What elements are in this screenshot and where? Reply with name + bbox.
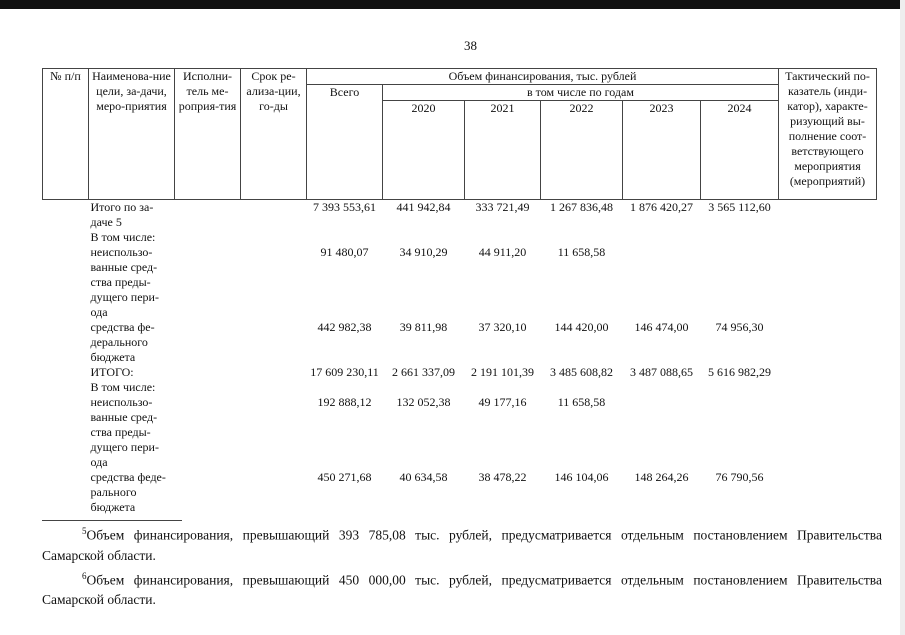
row-2021 xyxy=(465,230,541,245)
row-2021 xyxy=(465,380,541,395)
row-2020 xyxy=(383,230,465,245)
row-executor-cell xyxy=(175,470,241,515)
row-num-cell xyxy=(43,200,89,231)
row-indicator-cell xyxy=(779,320,877,365)
row-label: В том числе: xyxy=(90,380,156,394)
header-year-2020: 2020 xyxy=(383,101,465,200)
row-label: ИТОГО: xyxy=(90,365,134,379)
row-label: средства феде-рального бюджета xyxy=(90,470,166,514)
row-2023 xyxy=(623,230,701,245)
row-term-cell xyxy=(241,470,307,515)
row-indicator-cell xyxy=(779,365,877,380)
row-num-cell xyxy=(43,320,89,365)
row-indicator-cell xyxy=(779,380,877,395)
row-2022: 1 267 836,48 xyxy=(550,200,613,214)
row-2021: 333 721,49 xyxy=(475,200,530,214)
row-executor-cell xyxy=(175,380,241,395)
financing-table xyxy=(42,68,877,515)
row-2021: 44 911,20 xyxy=(478,245,527,259)
footnote-mark: 5 xyxy=(82,526,87,536)
row-2021: 38 478,22 xyxy=(478,470,527,484)
header-year-2022: 2022 xyxy=(541,101,623,200)
row-2020: 132 052,38 xyxy=(396,395,451,409)
row-total: 442 982,38 xyxy=(317,320,372,334)
row-executor-cell xyxy=(175,395,241,470)
header-num: № п/п xyxy=(43,69,89,200)
header-indicator: Тактический по-казатель (инди-катор), характе-ризующий вы-полнение соот-ветствующего мероприятия (мероприятий) xyxy=(779,69,877,200)
row-label: средства фе-дерального бюджета xyxy=(90,320,155,364)
footnote-text: Объем финансирования, превышающий 393 785,08 тыс. рублей, предусматривается отдельным постановлением Правительства Самарской области. xyxy=(42,527,882,563)
row-num-cell xyxy=(43,245,89,320)
row-term-cell xyxy=(241,200,307,231)
row-indicator-cell xyxy=(779,200,877,231)
row-2024: 5 616 982,29 xyxy=(708,365,771,379)
row-indicator-cell xyxy=(779,470,877,515)
row-2024: 76 790,56 xyxy=(715,470,764,484)
row-num-cell xyxy=(43,380,89,395)
row-indicator-cell xyxy=(779,230,877,245)
row-term-cell xyxy=(241,230,307,245)
header-funding: Объем финансирования, тыс. рублей xyxy=(307,69,779,85)
row-2024 xyxy=(701,230,779,245)
footnote-mark: 6 xyxy=(82,570,87,581)
header-total: Всего xyxy=(307,85,383,200)
header-name: Наименова-ние цели, за-дачи, меро-приятия xyxy=(89,69,175,200)
row-2024: 3 565 112,60 xyxy=(708,200,771,214)
footnote-6 xyxy=(42,566,882,611)
header-year-2023: 2023 xyxy=(623,101,701,200)
header-by-years: в том числе по годам xyxy=(383,85,779,101)
row-2022: 11 658,58 xyxy=(557,245,606,259)
row-indicator-cell xyxy=(779,245,877,320)
row-2023: 1 876 420,27 xyxy=(630,200,693,214)
row-2023 xyxy=(623,380,701,395)
row-2021: 2 191 101,39 xyxy=(471,365,534,379)
row-2024 xyxy=(701,395,779,470)
row-executor-cell xyxy=(175,200,241,231)
scan-right-edge xyxy=(900,0,905,635)
table-row xyxy=(43,395,877,470)
row-num-cell xyxy=(43,365,89,380)
header-year-2024: 2024 xyxy=(701,101,779,200)
row-executor-cell xyxy=(175,365,241,380)
row-2020 xyxy=(383,380,465,395)
row-2020: 441 942,84 xyxy=(396,200,451,214)
row-executor-cell xyxy=(175,320,241,365)
row-term-cell xyxy=(241,365,307,380)
row-2022: 146 104,06 xyxy=(554,470,609,484)
row-2021: 49 177,16 xyxy=(478,395,527,409)
row-2021: 37 320,10 xyxy=(478,320,527,334)
row-2022: 144 420,00 xyxy=(554,320,609,334)
row-2023 xyxy=(623,395,701,470)
row-2020: 34 910,29 xyxy=(399,245,448,259)
table-row xyxy=(43,380,877,395)
row-2022 xyxy=(541,380,623,395)
row-2020: 39 811,98 xyxy=(399,320,448,334)
table-row xyxy=(43,245,877,320)
footnotes xyxy=(42,520,882,610)
row-executor-cell xyxy=(175,245,241,320)
table-row xyxy=(43,200,877,231)
header-row-1 xyxy=(43,69,877,85)
row-2020: 40 634,58 xyxy=(399,470,448,484)
row-num-cell xyxy=(43,470,89,515)
row-2023 xyxy=(623,245,701,320)
row-2023: 146 474,00 xyxy=(634,320,689,334)
row-label: Итого по за-даче 5 xyxy=(90,200,154,229)
row-term-cell xyxy=(241,320,307,365)
row-total: 91 480,07 xyxy=(320,245,369,259)
header-term: Срок ре-ализа-ции, го-ды xyxy=(241,69,307,200)
row-2023: 148 264,26 xyxy=(634,470,689,484)
table-row xyxy=(43,320,877,365)
table-row xyxy=(43,470,877,515)
row-num-cell xyxy=(43,395,89,470)
footnote-text: Объем финансирования, превышающий 450 000,00 тыс. рублей, предусматривается отдельным постановлением Правительства Самарской области. xyxy=(42,572,882,607)
row-2023: 3 487 088,65 xyxy=(630,365,693,379)
row-term-cell xyxy=(241,395,307,470)
header-executor: Исполни-тель ме-роприя-тия xyxy=(175,69,241,200)
row-total xyxy=(307,230,383,245)
row-2022: 3 485 608,82 xyxy=(550,365,613,379)
row-indicator-cell xyxy=(779,395,877,470)
row-executor-cell xyxy=(175,230,241,245)
page-number: 38 xyxy=(464,38,477,53)
row-term-cell xyxy=(241,380,307,395)
row-2020: 2 661 337,09 xyxy=(392,365,455,379)
row-total: 7 393 553,61 xyxy=(313,200,376,214)
row-label: неиспользо-ванные сред-ства преды-дущего пери-ода xyxy=(90,245,159,319)
row-2024 xyxy=(701,380,779,395)
footnote-5 xyxy=(42,521,882,566)
table-row xyxy=(43,230,877,245)
row-2022: 11 658,58 xyxy=(557,395,606,409)
row-total: 17 609 230,11 xyxy=(310,365,379,379)
row-total: 450 271,68 xyxy=(317,470,372,484)
row-label: неиспользо-ванные сред-ства преды-дущего пери-ода xyxy=(90,395,159,469)
row-2024: 74 956,30 xyxy=(715,320,764,334)
row-num-cell xyxy=(43,230,89,245)
row-label: В том числе: xyxy=(90,230,156,244)
row-total xyxy=(307,380,383,395)
table-row xyxy=(43,365,877,380)
row-2022 xyxy=(541,230,623,245)
row-term-cell xyxy=(241,245,307,320)
scan-top-border xyxy=(0,0,905,9)
row-2024 xyxy=(701,245,779,320)
header-year-2021: 2021 xyxy=(465,101,541,200)
row-total: 192 888,12 xyxy=(317,395,372,409)
